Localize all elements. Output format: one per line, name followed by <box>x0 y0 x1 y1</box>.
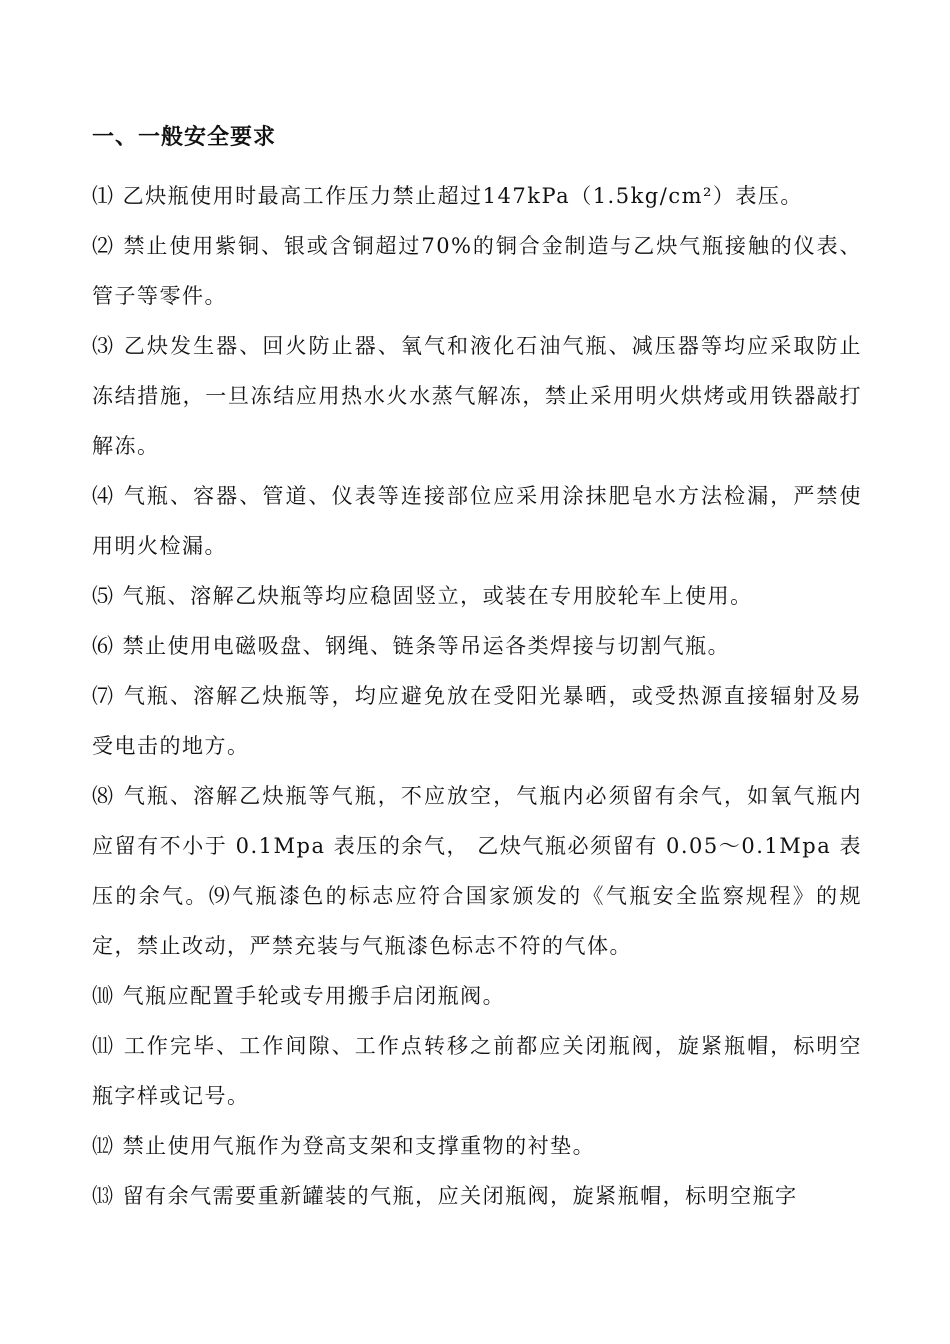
paragraph-4: ⑷ 气瓶、容器、管道、仪表等连接部位应采用涂抹肥皂水方法检漏，严禁使用明火检漏。 <box>92 484 862 558</box>
paragraph-11: ⑾ 工作完毕、工作间隙、工作点转移之前都应关闭瓶阀，旋紧瓶帽，标明空瓶字样或记号。 <box>92 1034 862 1108</box>
paragraph-12: ⑿ 禁止使用气瓶作为登高支架和支撑重物的衬垫。 <box>92 1134 596 1158</box>
section-heading: 一、一般安全要求 <box>92 124 277 150</box>
paragraph-5: ⑸ 气瓶、溶解乙炔瓶等均应稳固竖立，或装在专用胶轮车上使用。 <box>92 584 753 608</box>
paragraph-3: ⑶ 乙炔发生器、回火防止器、氧气和液化石油气瓶、减压器等均应采取防止冻结措施，一旦冻结应用热水火水蒸气解冻，禁止采用明火烘烤或用铁器敲打解冻。 <box>92 334 862 458</box>
paragraph-10: ⑽ 气瓶应配置手轮或专用搬手启闭瓶阀。 <box>92 984 506 1008</box>
paragraph-6: ⑹ 禁止使用电磁吸盘、钢绳、链条等吊运各类焊接与切割气瓶。 <box>92 634 731 658</box>
document-body <box>92 171 862 1221</box>
paragraph-7: ⑺ 气瓶、溶解乙炔瓶等，均应避免放在受阳光暴晒，或受热源直接辐射及易受电击的地方。 <box>92 684 862 758</box>
paragraph-8: ⑻ 气瓶、溶解乙炔瓶等气瓶，不应放空，气瓶内必须留有余气，如氧气瓶内应留有不小于 0.1Mpa 表压的余气， 乙炔气瓶必须留有 0.05～0.1Mpa 表压的余气。⑼气瓶漆色的标志应符合国家颁发的《气瓶安全监察规程》的规定，禁止改动，严禁充装与气瓶漆色标志不符的气体。 <box>92 784 862 958</box>
paragraph-13: ⒀ 留有余气需要重新罐装的气瓶，应关闭瓶阀，旋紧瓶帽，标明空瓶字 <box>92 1184 798 1208</box>
paragraph-1: ⑴ 乙炔瓶使用时最高工作压力禁止超过147kPa（1.5kg/cm²）表压。 <box>92 184 803 208</box>
paragraph-2: ⑵ 禁止使用紫铜、银或含铜超过70%的铜合金制造与乙炔气瓶接触的仪表、管子等零件。 <box>92 234 862 308</box>
